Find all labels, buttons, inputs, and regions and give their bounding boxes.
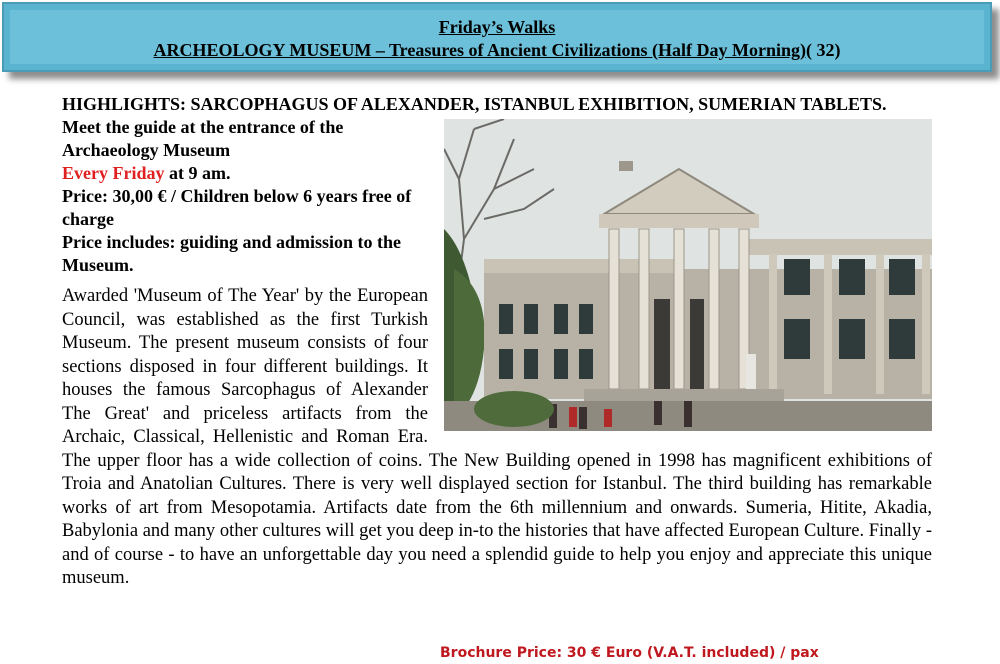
tour-subtitle (10, 39, 984, 61)
meeting-point: Meet the guide at the entrance of the Archaeology Museum (62, 117, 344, 160)
tour-content (62, 93, 932, 591)
tour-name: ARCHEOLOGY MUSEUM – Treasures of Ancient Civilizations (Half Day Morning) (153, 40, 806, 60)
page-title: Friday’s Walks (438, 17, 556, 37)
price-includes: Price includes: guiding and admission to the Museum. (62, 232, 402, 275)
header-banner (2, 2, 992, 72)
schedule-day: Every Friday (62, 163, 165, 183)
highlights-text: HIGHLIGHTS: SARCOPHAGUS OF ALEXANDER, ISTANBUL EXHIBITION, SUMERIAN TABLETS. (62, 94, 887, 114)
schedule-time: at 9 am. (164, 163, 231, 183)
brochure-price: Brochure Price: 30 € Euro (V.A.T. included) / pax (440, 645, 819, 661)
tour-code: ( 32) (806, 40, 841, 60)
price-info: Price: 30,00 € / Children below 6 years free of charge (62, 186, 412, 229)
museum-description: Awarded 'Museum of The Year' by the European Council, was established as the first Turkish Museum. The present museum consists of four sections disposed in four different buildings. It houses the famous Sarcophagus of Alexander The Great' and priceless artifacts from the Archaic, Classical, Hellenistic and Roman Era. The upper floor has a wide collection of coins. The New Building opened in 1998 has magnificent exhibitions of Troia and Anatolian Cultures. There is very well displayed section for Istanbul. The third building has remarkable works of art from Mesopotamia. Artifacts date from the 6th millennium and onwards. Sumeria, Hitite, Akadia, Babylonia and many other cultures will get you deep in-to the histories that have affected European Culture. Finally - and of course - to have an unforgettable day you need a splendid guide to help you enjoy and appreciate this unique museum. (62, 286, 932, 588)
museum-photo (444, 119, 932, 431)
header-banner-inner (10, 10, 984, 64)
